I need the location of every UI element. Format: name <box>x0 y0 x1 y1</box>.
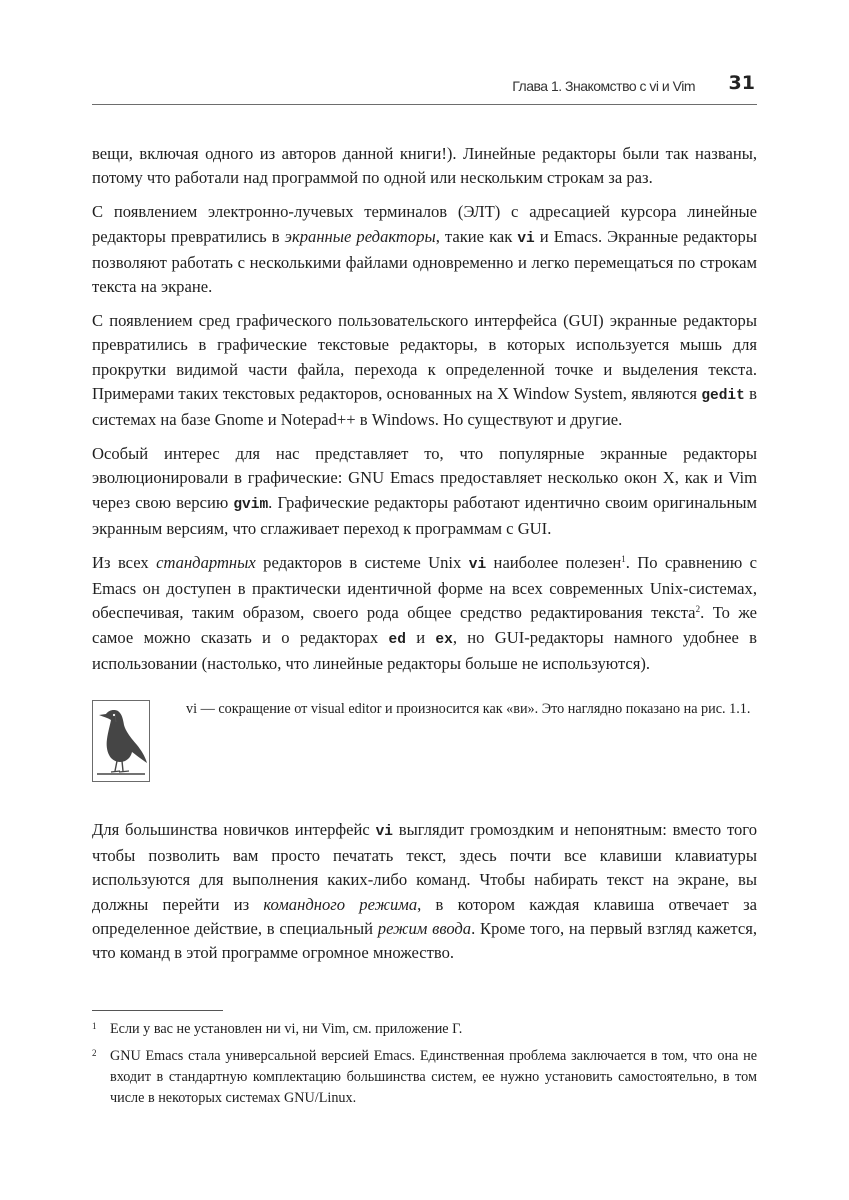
footnote-1 <box>92 1019 757 1040</box>
chapter-title: Глава 1. Знакомство с vi и Vim <box>512 78 695 94</box>
code-term: ed <box>388 631 406 648</box>
footnotes <box>92 1010 757 1115</box>
paragraph-4: Особый интерес для нас представляет то, что популярные экранные редакторы эволюционировали в графические: GNU Emacs предоставляет несколько окон X, как и Vim через свою версию gvim. Графические редакторы работают идентично своим оригинальным экранным версиям, что сглаживает переход к программам с GUI. <box>92 444 757 538</box>
crow-icon <box>92 700 150 782</box>
footnote-2 <box>92 1046 757 1109</box>
code-term: gedit <box>701 387 745 404</box>
footnote-number: 1 <box>92 1021 97 1031</box>
emphasis: стандартных <box>156 553 256 573</box>
footnote-text: GNU Emacs стала универсальной версией Emacs. Единственная проблема заключается в том, что она не входит в стандартную комплектацию большинства систем, ее нужно установить самостоятельно, в том числе в некоторых системах GNU/Linux. <box>110 1048 757 1106</box>
code-term: gvim <box>233 496 269 513</box>
footnote-ref-2: 2 <box>695 604 701 615</box>
emphasis: режим ввода <box>377 918 472 938</box>
running-header <box>92 72 757 105</box>
footnote-rule <box>92 1010 223 1011</box>
code-term: vi <box>517 230 535 247</box>
paragraph-1: вещи, включая одного из авторов данной книги!). Линейные редакторы были так названы, потому что работали над программой по одной или нескольким строкам за раз. <box>92 144 757 188</box>
emphasis: командного режима <box>263 894 418 914</box>
tip-note <box>92 700 757 784</box>
code-term: vi <box>375 824 393 841</box>
footnote-text: Если у вас не установлен ни vi, ни Vim, см. приложение Г. <box>110 1021 463 1037</box>
paragraph-5: Из всех стандартных редакторов в системе Unix vi наиболее полезен$^1$. По сравнению с Emacs он доступен в практически идентичной форме на всех современных Unix-системах, обеспечивая, таким образом, своего рода общее средство редактирования текста$^2$. То же самое можно сказать и о редакторах ed и ex, но GUI-редакторы намного удобнее в использовании (настолько, что линейные редакторы больше не используются). <box>92 553 758 673</box>
paragraph-6: Для большинства новичков интерфейс vi выглядит громоздким и непонятным: вместо того чтобы позволить вам просто печатать текст, здесь почти все клавиши клавиатуры используются для выполнения каких-либо команд. Чтобы набирать текст на экране, вы должны перейти из командного режима, в котором каждая клавиша отвечает за определенное действие, в специальный режим ввода. Кроме того, на первый взгляд кажется, что команд в этой программе огромное множество. <box>92 820 757 963</box>
paragraph-2: С появлением электронно-лучевых терминалов (ЭЛТ) с адресацией курсора линейные редакторы превратились в экранные редакторы, такие как vi и Emacs. Экранные редакторы позволяют работать с несколькими файлами одновременно и легко перемещаться по строкам текста на экране. <box>92 202 757 297</box>
page-number: 31 <box>728 72 755 94</box>
main-text <box>92 142 757 975</box>
footnote-ref-1: 1 <box>621 554 626 565</box>
paragraph-3: С появлением сред графического пользовательского интерфейса (GUI) экранные редакторы превратились в графические текстовые редакторы, в которых используется мышь для прокрутки видимой части файла, перехода к определенной точке и выделения текста. Примерами таких текстовых редакторов, основанных на X Window System, являются gedit в системах на базе Gnome и Notepad++ в Windows. Но существуют и другие. <box>92 311 758 430</box>
emphasis: экранные редакторы <box>284 226 436 246</box>
code-term: vi <box>468 557 487 574</box>
note-text: vi — сокращение от visual editor и произносится как «ви». Это наглядно показано на рис. 1.1. <box>186 701 751 718</box>
footnote-number: 2 <box>92 1048 97 1058</box>
code-term: ex <box>435 631 453 648</box>
